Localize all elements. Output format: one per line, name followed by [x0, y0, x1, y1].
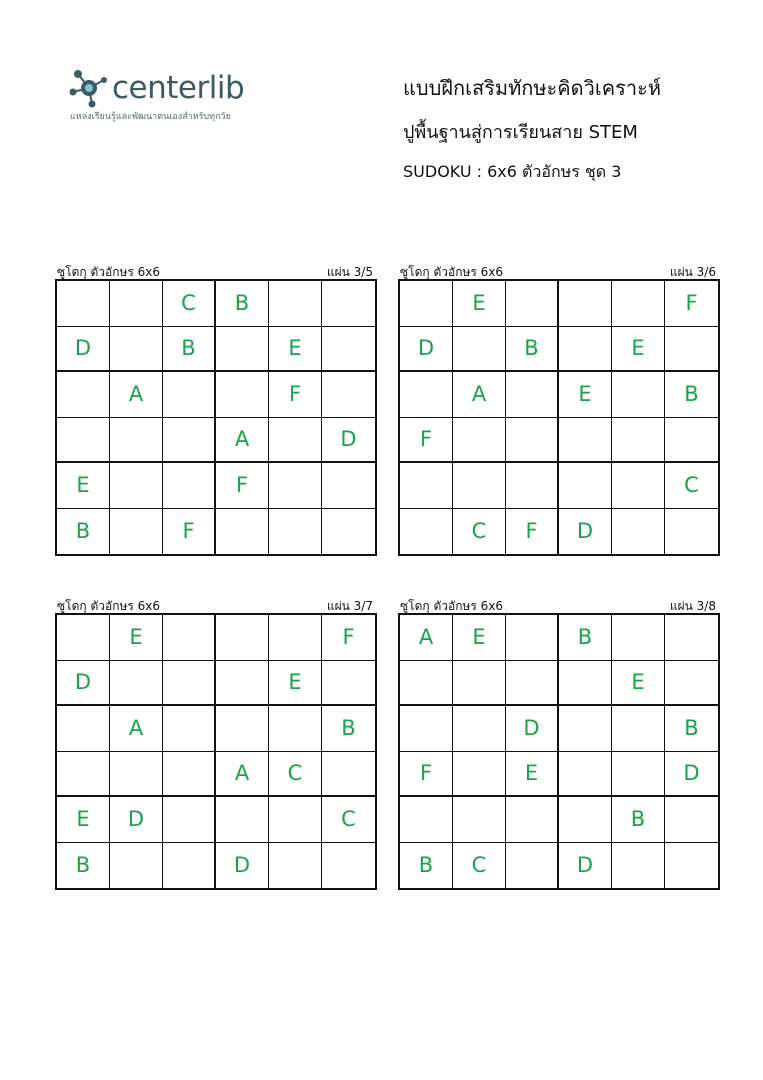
grid-cell: E [506, 752, 559, 798]
grid-cell: A [216, 418, 269, 464]
grid-cell: B [322, 706, 375, 752]
grid-cell [453, 463, 506, 509]
grid-cell: E [453, 615, 506, 661]
puzzle-title: ซูโดกุ ตัวอักษร 6x6 [400, 265, 504, 279]
grid-cell: E [453, 281, 506, 327]
grid-cell: F [400, 418, 453, 464]
grid-cell: A [110, 706, 163, 752]
grid-cell [57, 372, 110, 418]
puzzle-title: ซูโดกุ ตัวอักษร 6x6 [400, 599, 504, 613]
grid-cell [57, 706, 110, 752]
sudoku-puzzle-2 [398, 263, 718, 556]
logo-tagline: แหล่งเรียนรู้และพัฒนาตนเองสำหรับทุกวัย [70, 112, 231, 122]
sudoku-grid [55, 279, 377, 556]
grid-cell [506, 463, 559, 509]
grid-cell: F [400, 752, 453, 798]
grid-cell [612, 752, 665, 798]
grid-cell [453, 327, 506, 373]
grid-cell [322, 281, 375, 327]
grid-cell: E [612, 327, 665, 373]
puzzle-sheet-number: แผ่น 3/7 [326, 599, 373, 613]
grid-cell [665, 797, 718, 843]
grid-cell [163, 752, 216, 798]
puzzle-sheet-number: แผ่น 3/5 [326, 265, 373, 279]
sudoku-grid [398, 279, 720, 556]
grid-cell [665, 615, 718, 661]
grid-cell: C [453, 509, 506, 555]
grid-cell [453, 706, 506, 752]
grid-cell [110, 463, 163, 509]
grid-cell [612, 706, 665, 752]
grid-cell: B [163, 327, 216, 373]
grid-cell [506, 797, 559, 843]
grid-cell: F [163, 509, 216, 555]
grid-cell [400, 509, 453, 555]
puzzle-header [398, 263, 718, 279]
grid-cell: D [400, 327, 453, 373]
grid-cell [559, 706, 612, 752]
grid-cell [216, 661, 269, 707]
grid-cell: C [665, 463, 718, 509]
grid-cell [612, 843, 665, 889]
grid-cell [559, 418, 612, 464]
grid-cell: D [559, 843, 612, 889]
grid-cell [665, 661, 718, 707]
grid-cell: B [57, 509, 110, 555]
puzzle-header [398, 597, 718, 613]
grid-cell [163, 615, 216, 661]
puzzle-header [55, 263, 375, 279]
worksheet-subtitle: ปูพื้นฐานสู่การเรียนสาย STEM [403, 122, 638, 143]
grid-cell: C [322, 797, 375, 843]
grid-cell: B [400, 843, 453, 889]
grid-cell [110, 752, 163, 798]
logo-wordmark: centerlib [112, 70, 245, 106]
grid-cell: D [216, 843, 269, 889]
grid-cell [110, 661, 163, 707]
grid-cell: F [506, 509, 559, 555]
grid-cell [612, 509, 665, 555]
grid-cell [612, 615, 665, 661]
grid-cell: D [57, 661, 110, 707]
grid-cell: C [453, 843, 506, 889]
grid-cell [110, 327, 163, 373]
grid-cell [612, 418, 665, 464]
grid-cell [216, 797, 269, 843]
sudoku-puzzle-4 [398, 597, 718, 890]
grid-cell [110, 418, 163, 464]
puzzle-title: ซูโดกุ ตัวอักษร 6x6 [57, 599, 161, 613]
grid-cell: F [269, 372, 322, 418]
grid-cell [163, 797, 216, 843]
grid-cell: D [506, 706, 559, 752]
grid-cell [453, 418, 506, 464]
sudoku-grid [55, 613, 377, 890]
puzzle-sheet-number: แผ่น 3/6 [669, 265, 716, 279]
grid-cell [400, 706, 453, 752]
grid-cell [216, 372, 269, 418]
grid-cell [163, 372, 216, 418]
grid-cell [269, 281, 322, 327]
puzzle-header [55, 597, 375, 613]
grid-cell [57, 281, 110, 327]
grid-cell: E [559, 372, 612, 418]
grid-cell [506, 372, 559, 418]
grid-cell: D [57, 327, 110, 373]
grid-cell [322, 372, 375, 418]
grid-cell [322, 843, 375, 889]
grid-cell [163, 418, 216, 464]
grid-cell [665, 327, 718, 373]
grid-cell [559, 797, 612, 843]
worksheet-title: แบบฝึกเสริมทักษะคิดวิเคราะห์ [403, 76, 662, 100]
puzzle-title: ซูโดกุ ตัวอักษร 6x6 [57, 265, 161, 279]
grid-cell [110, 281, 163, 327]
grid-cell [400, 661, 453, 707]
grid-cell [269, 843, 322, 889]
grid-cell [665, 509, 718, 555]
puzzle-sheet-number: แผ่น 3/8 [669, 599, 716, 613]
grid-cell [322, 463, 375, 509]
grid-cell: A [216, 752, 269, 798]
grid-cell: E [57, 797, 110, 843]
grid-cell: F [216, 463, 269, 509]
grid-cell: E [612, 661, 665, 707]
grid-cell: D [110, 797, 163, 843]
grid-cell [322, 509, 375, 555]
grid-cell [453, 797, 506, 843]
grid-cell: B [506, 327, 559, 373]
grid-cell [506, 418, 559, 464]
grid-cell [163, 706, 216, 752]
grid-cell [216, 509, 269, 555]
grid-cell [269, 463, 322, 509]
grid-cell [269, 418, 322, 464]
grid-cell [216, 706, 269, 752]
grid-cell [269, 706, 322, 752]
grid-cell: E [110, 615, 163, 661]
grid-cell [506, 615, 559, 661]
grid-cell [612, 372, 665, 418]
grid-cell [57, 418, 110, 464]
molecule-icon [68, 68, 110, 108]
grid-cell [559, 463, 612, 509]
grid-cell [216, 327, 269, 373]
grid-cell: B [559, 615, 612, 661]
grid-cell: C [269, 752, 322, 798]
grid-cell: B [665, 706, 718, 752]
grid-cell [163, 661, 216, 707]
grid-cell [269, 615, 322, 661]
grid-cell: B [665, 372, 718, 418]
grid-cell [57, 752, 110, 798]
grid-cell: B [612, 797, 665, 843]
grid-cell [453, 661, 506, 707]
grid-cell [506, 661, 559, 707]
grid-cell: D [559, 509, 612, 555]
grid-cell [322, 752, 375, 798]
grid-cell [216, 615, 269, 661]
centerlib-logo [68, 66, 268, 126]
grid-cell [453, 752, 506, 798]
grid-cell [322, 327, 375, 373]
sudoku-puzzle-3 [55, 597, 375, 890]
grid-cell [57, 615, 110, 661]
grid-cell: C [163, 281, 216, 327]
grid-cell [559, 327, 612, 373]
grid-cell [269, 797, 322, 843]
grid-cell [506, 281, 559, 327]
grid-cell [400, 797, 453, 843]
grid-cell [269, 509, 322, 555]
worksheet-set-label: SUDOKU : 6x6 ตัวอักษร ชุด 3 [403, 162, 622, 181]
grid-cell [559, 752, 612, 798]
grid-cell [559, 661, 612, 707]
grid-cell [322, 661, 375, 707]
grid-cell: D [322, 418, 375, 464]
grid-cell: E [269, 327, 322, 373]
grid-cell [400, 372, 453, 418]
grid-cell: F [322, 615, 375, 661]
grid-cell: A [110, 372, 163, 418]
sudoku-grid [398, 613, 720, 890]
grid-cell [163, 843, 216, 889]
grid-cell [665, 418, 718, 464]
grid-cell: A [453, 372, 506, 418]
grid-cell [612, 281, 665, 327]
grid-cell [612, 463, 665, 509]
grid-cell: B [57, 843, 110, 889]
grid-cell: B [216, 281, 269, 327]
grid-cell [163, 463, 216, 509]
grid-cell: E [57, 463, 110, 509]
grid-cell: A [400, 615, 453, 661]
grid-cell [400, 463, 453, 509]
grid-cell: D [665, 752, 718, 798]
grid-cell [506, 843, 559, 889]
grid-cell [665, 843, 718, 889]
grid-cell: E [269, 661, 322, 707]
grid-cell [110, 843, 163, 889]
grid-cell [110, 509, 163, 555]
grid-cell [400, 281, 453, 327]
grid-cell: F [665, 281, 718, 327]
grid-cell [559, 281, 612, 327]
sudoku-puzzle-1 [55, 263, 375, 556]
